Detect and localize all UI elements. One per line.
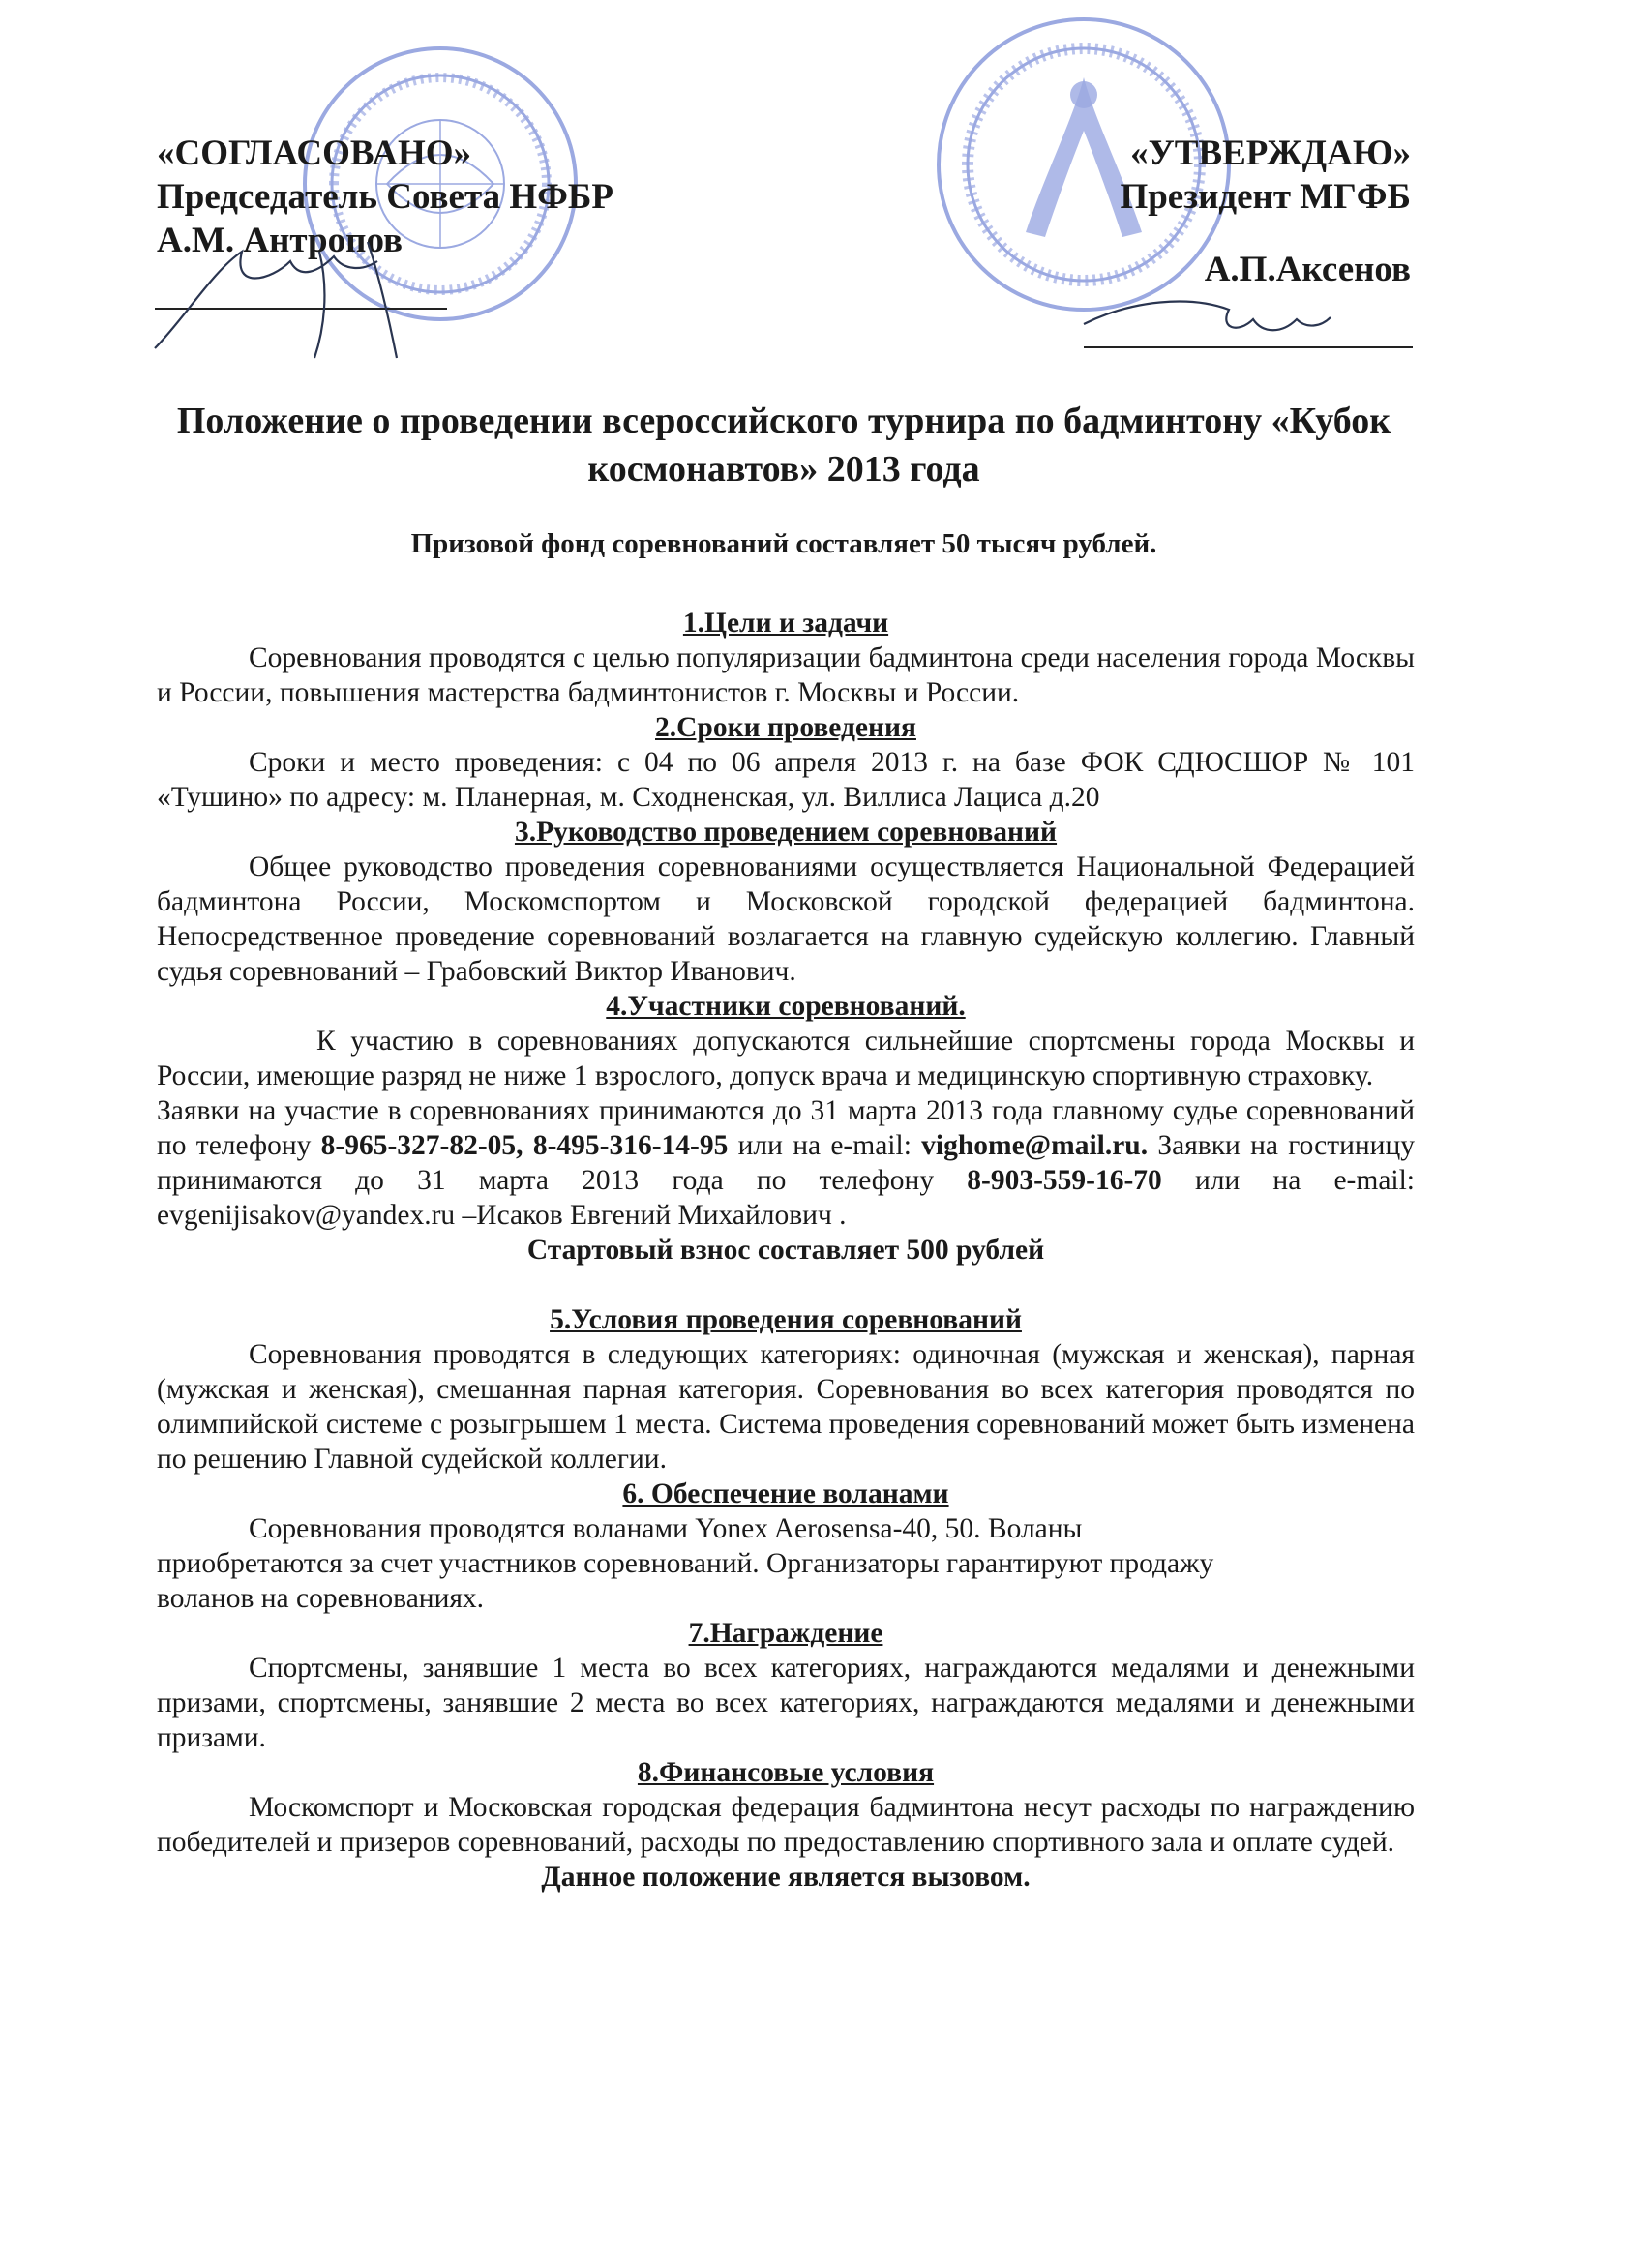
section-4-heading: 4.Участники соревнований. (606, 991, 966, 1022)
hotel-phone: 8-903-559-16-70 (967, 1165, 1162, 1196)
signature-left (126, 213, 455, 368)
agreed-label: «СОГЛАСОВАНО» (157, 134, 472, 173)
section-8-heading: 8.Финансовые условия (637, 1757, 935, 1788)
section-1-text: Соревнования проводятся с целью популяризации бадминтона среди населения города Москвы и России, повышения мастерства бадминтонистов г. Москвы и России. (157, 642, 1415, 708)
judge-phone-2: 8-495-316-14-95 (532, 1130, 729, 1161)
document-title: Положение о проведении всероссийского турнира по бадминтону «Кубок космонавтов» 2013 года (176, 401, 1391, 490)
section-7-text: Спортсмены, занявшие 1 места во всех категориях, награждаются медалями и денежными призами, спортсмены, занявшие 2 места во всех категориях, награждаются медалями и денежными призами. (157, 1653, 1415, 1753)
section-4-text-1: К участию в соревнованиях допускаются сильнейшие спортсмены города Москвы и России, имеющие разряд не ниже 1 взрослого, допуск врача и медицинскую спортивную страховку. (157, 1026, 1415, 1091)
chairman-title: Председатель Совета НФБР (157, 177, 613, 217)
approve-label: «УТВЕРЖДАЮ» (1130, 134, 1411, 173)
signature-right (1074, 281, 1345, 358)
section-3-text: Общее руководство проведения соревнованиями осуществляется Национальной Федерацией бадминтона России, Москомспортом и Московской городской федерацией бадминтона. Непосредственное проведение соревнований возлагается на главную судейскую коллегию. Главный судья соревнований – Грабовский Виктор Иванович. (157, 851, 1415, 987)
section-3-heading: 3.Руководство проведением соревнований (514, 817, 1058, 848)
section-4-text-2 (157, 1093, 1415, 1233)
applications-text-b: или на e-mail: (728, 1130, 922, 1161)
chairman-name: А.М. Антропов (157, 221, 404, 260)
section-2-heading: 2.Сроки проведения (655, 712, 916, 743)
section-5-heading: 5.Условия проведения соревнований (550, 1304, 1022, 1335)
approval-block-right (1120, 132, 1411, 291)
section-1-heading: 1.Цели и задачи (682, 608, 889, 639)
applications-text-c: Заявки на гостиницу принимаются до 31 марта 2013 года по телефону (157, 1130, 1415, 1196)
prize-fund-line: Призовой фонд соревнований составляет 50 тысяч рублей. (410, 528, 1157, 559)
president-title: Президент МГФБ (1120, 177, 1411, 217)
section-6-text: Соревнования проводятся воланами Yonex Aerosensa-40, 50. Воланы приобретаются за счет участников соревнований. Организаторы гарантируют продажу воланов на соревнованиях. (157, 1513, 1214, 1614)
applications-text-d: или на e-mail: evgenijisakov@yandex.ru –Исаков Евгений Михайлович . (157, 1165, 1415, 1231)
document-body (157, 606, 1415, 1895)
judge-email: vighome@mail.ru. (921, 1130, 1149, 1161)
applications-text-a: Заявки на участие в соревнованиях принимаются до 31 марта 2013 года главному судье соревнований по телефону (157, 1095, 1415, 1161)
section-8-text: Москомспорт и Московская городская федерация бадминтона несут расходы по награждению победителей и призеров соревнований, расходы по предоставлению спортивного зала и оплате судей. (157, 1792, 1415, 1858)
closing-line: Данное положение является вызовом. (541, 1862, 1031, 1893)
section-6-heading: 6. Обеспечение воланами (622, 1478, 949, 1509)
section-5-text: Соревнования проводятся в следующих категориях: одиночная (мужская и женская), парная (мужская и женская), смешанная парная категория. Соревнования во всех категория проводятся по олимпийской системе с розыгрышем 1 места. Система проведения соревнований может быть изменена по решению Главной судейской коллегии. (157, 1339, 1415, 1475)
section-2-text: Сроки и место проведения: с 04 по 06 апреля 2013 г. на базе ФОК СДЮСШОР № 101 «Тушино» по адресу: м. Планерная, м. Сходненская, ул. Виллиса Лациса д.20 (157, 747, 1415, 813)
section-7-heading: 7.Награждение (688, 1618, 883, 1649)
entry-fee-line: Стартовый взнос составляет 500 рублей (526, 1235, 1045, 1266)
judge-phone-1: 8-965-327-82-05, (320, 1130, 523, 1161)
president-name: А.П.Аксенов (1204, 250, 1411, 289)
